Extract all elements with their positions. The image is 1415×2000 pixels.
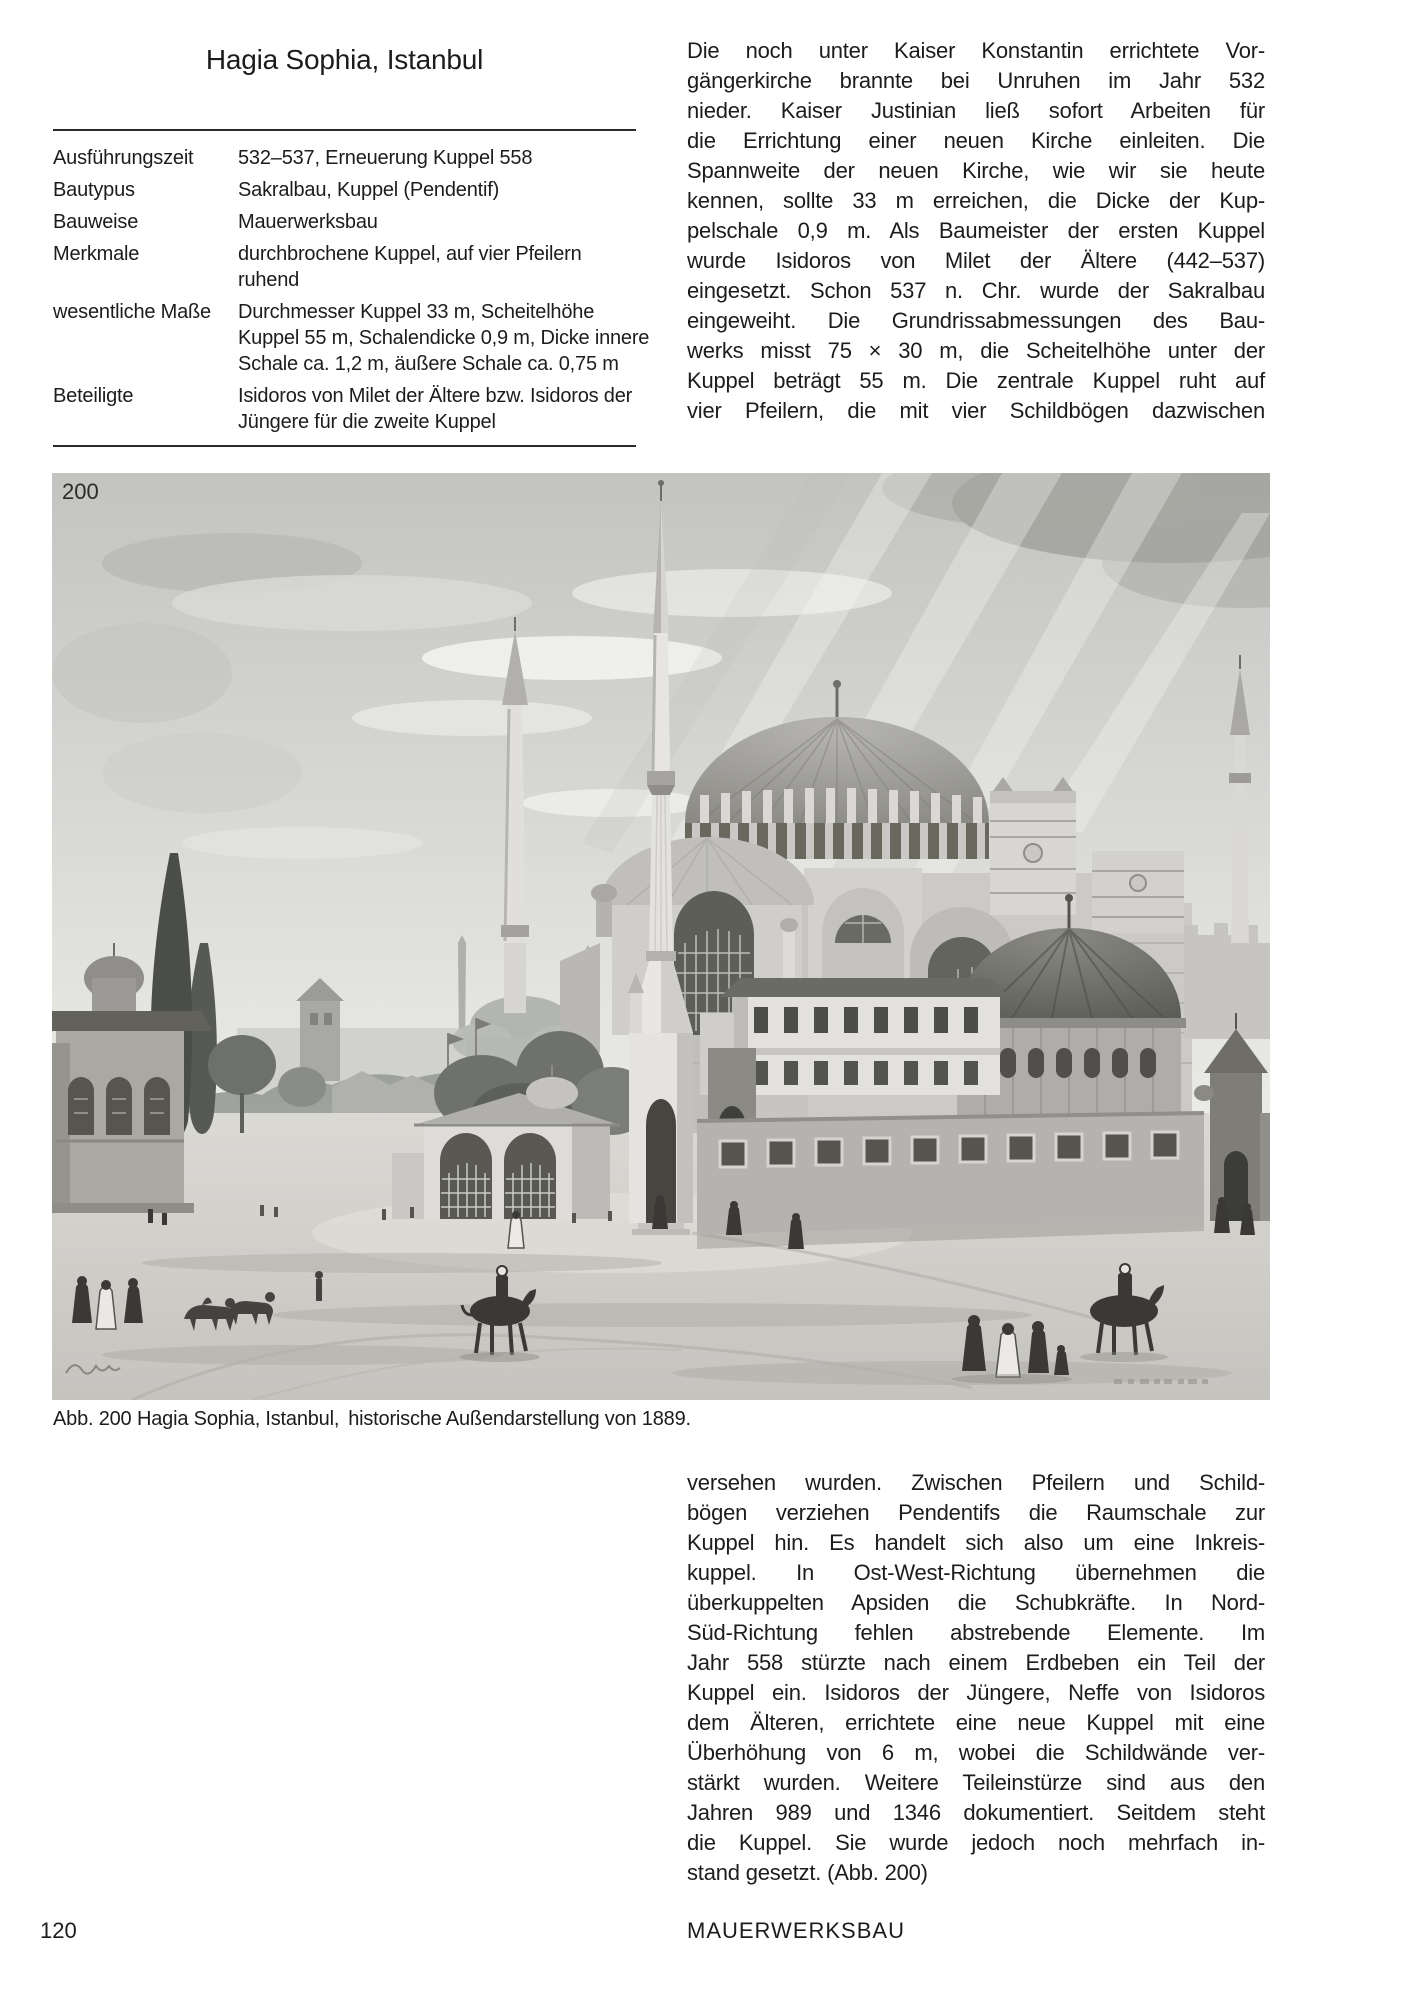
chapter-label: MAUERWERKSBAU	[687, 1918, 905, 1943]
figure-number: 200	[62, 479, 99, 504]
table-row	[53, 209, 636, 235]
table-row	[53, 241, 636, 293]
table-row-label: Merkmale	[53, 243, 140, 265]
text-line: überkuppelten Apsiden die Schubkräfte. In Nord-	[687, 1590, 1265, 1615]
figure-caption	[53, 1408, 1263, 1431]
text-line: pelschale 0,9 m. Als Baumeister der ersten Kuppel	[687, 218, 1265, 243]
text-line: Kuppel beträgt 55 m. Die zentrale Kuppel ruht auf	[687, 368, 1265, 393]
fact-table	[53, 129, 650, 447]
text-line: die Errichtung einer neuen Kirche einleiten. Die	[687, 128, 1265, 153]
page-number: 120	[40, 1918, 77, 1943]
text-line: wurde Isidoros von Milet der Ältere (442–537)	[687, 248, 1265, 273]
text-line: Kuppel ein. Isidoros der Jüngere, Neffe von Isidoros	[687, 1680, 1265, 1705]
table-row-label: Bautypus	[53, 179, 135, 201]
caption-description: historische Außendarstellung von 1889.	[348, 1408, 691, 1430]
text-line: werks misst 75 × 30 m, die Scheitelhöhe unter der	[687, 338, 1265, 363]
text-line: Überhöhung von 6 m, wobei die Schildwände ver-	[687, 1740, 1265, 1765]
text-line: Die noch unter Kaiser Konstantin errichtete Vor-	[687, 38, 1265, 63]
table-row-label: Bauweise	[53, 211, 139, 233]
table-row-value: durchbrochene Kuppel, auf vier Pfeilern ruhend	[238, 243, 582, 291]
intro-paragraph	[687, 36, 1265, 426]
text-line: kennen, sollte 33 m erreichen, die Dicke der Kup-	[687, 188, 1265, 213]
text-line: eingesetzt. Schon 537 n. Chr. wurde der Sakralbau	[687, 278, 1265, 303]
table-row-value: Durchmesser Kuppel 33 m, Scheitelhöhe Kuppel 55 m, Schalendicke 0,9 m, Dicke innere Schale ca. 1,2 m, äußere Schale ca. 0,75 m	[238, 301, 650, 375]
table-row-value: Isidoros von Milet der Ältere bzw. Isidoros der Jüngere für die zweite Kuppel	[238, 385, 633, 433]
text-line: Süd-Richtung fehlen abstrebende Elemente. Im	[687, 1620, 1265, 1645]
text-line: vier Pfeilern, die mit vier Schildbögen dazwischen	[687, 398, 1265, 423]
text-line: kuppel. In Ost-West-Richtung übernehmen die	[687, 1560, 1265, 1585]
page-title: Hagia Sophia, Istanbul	[205, 44, 484, 75]
text-line: dem Älteren, errichtete eine neue Kuppel mit eine	[687, 1710, 1265, 1735]
text-line: versehen wurden. Zwischen Pfeilern und Schild-	[687, 1470, 1265, 1495]
table-row	[53, 383, 636, 435]
text-line: Kuppel hin. Es handelt sich also um eine Inkreis-	[687, 1530, 1265, 1555]
text-line: eingeweiht. Die Grundrissabmessungen des Bau-	[687, 308, 1265, 333]
table-row-value: Sakralbau, Kuppel (Pendentif)	[238, 179, 500, 201]
figure-image	[52, 473, 1270, 1400]
text-line: die Kuppel. Sie wurde jedoch noch mehrfach in-	[687, 1830, 1265, 1855]
text-line: Jahr 558 stürzte nach einem Erdbeben ein Teil der	[687, 1650, 1265, 1675]
text-line: bögen verziehen Pendentifs die Raumschale zur	[687, 1500, 1265, 1525]
table-row	[53, 299, 650, 377]
text-line: Spannweite der neuen Kirche, wie wir sie heute	[687, 158, 1265, 183]
table-row-label: Ausführungszeit	[53, 147, 194, 169]
text-line: Jahren 989 und 1346 dokumentiert. Seitdem steht	[687, 1800, 1265, 1825]
table-row	[53, 177, 636, 203]
text-line: gängerkirche brannte bei Unruhen im Jahr 532	[687, 68, 1265, 93]
table-row-value: 532–537, Erneuerung Kuppel 558	[238, 147, 533, 169]
precinct-wall	[697, 1113, 1204, 1249]
body-paragraph	[687, 1468, 1265, 1888]
table-row-value: Mauerwerksbau	[238, 211, 378, 233]
caption-title: Hagia Sophia, Istanbul,	[137, 1408, 340, 1430]
caption-label: Abb. 200	[53, 1408, 132, 1430]
table-row-label: Beteiligte	[53, 385, 134, 407]
table-row-label: wesentliche Maße	[53, 301, 211, 323]
text-line: nieder. Kaiser Justinian ließ sofort Arbeiten für	[687, 98, 1265, 123]
text-line: stand gesetzt. (Abb. 200)	[687, 1860, 928, 1885]
text-line: stärkt wurden. Weitere Teileinstürze sind aus den	[687, 1770, 1265, 1795]
table-row	[53, 145, 636, 171]
